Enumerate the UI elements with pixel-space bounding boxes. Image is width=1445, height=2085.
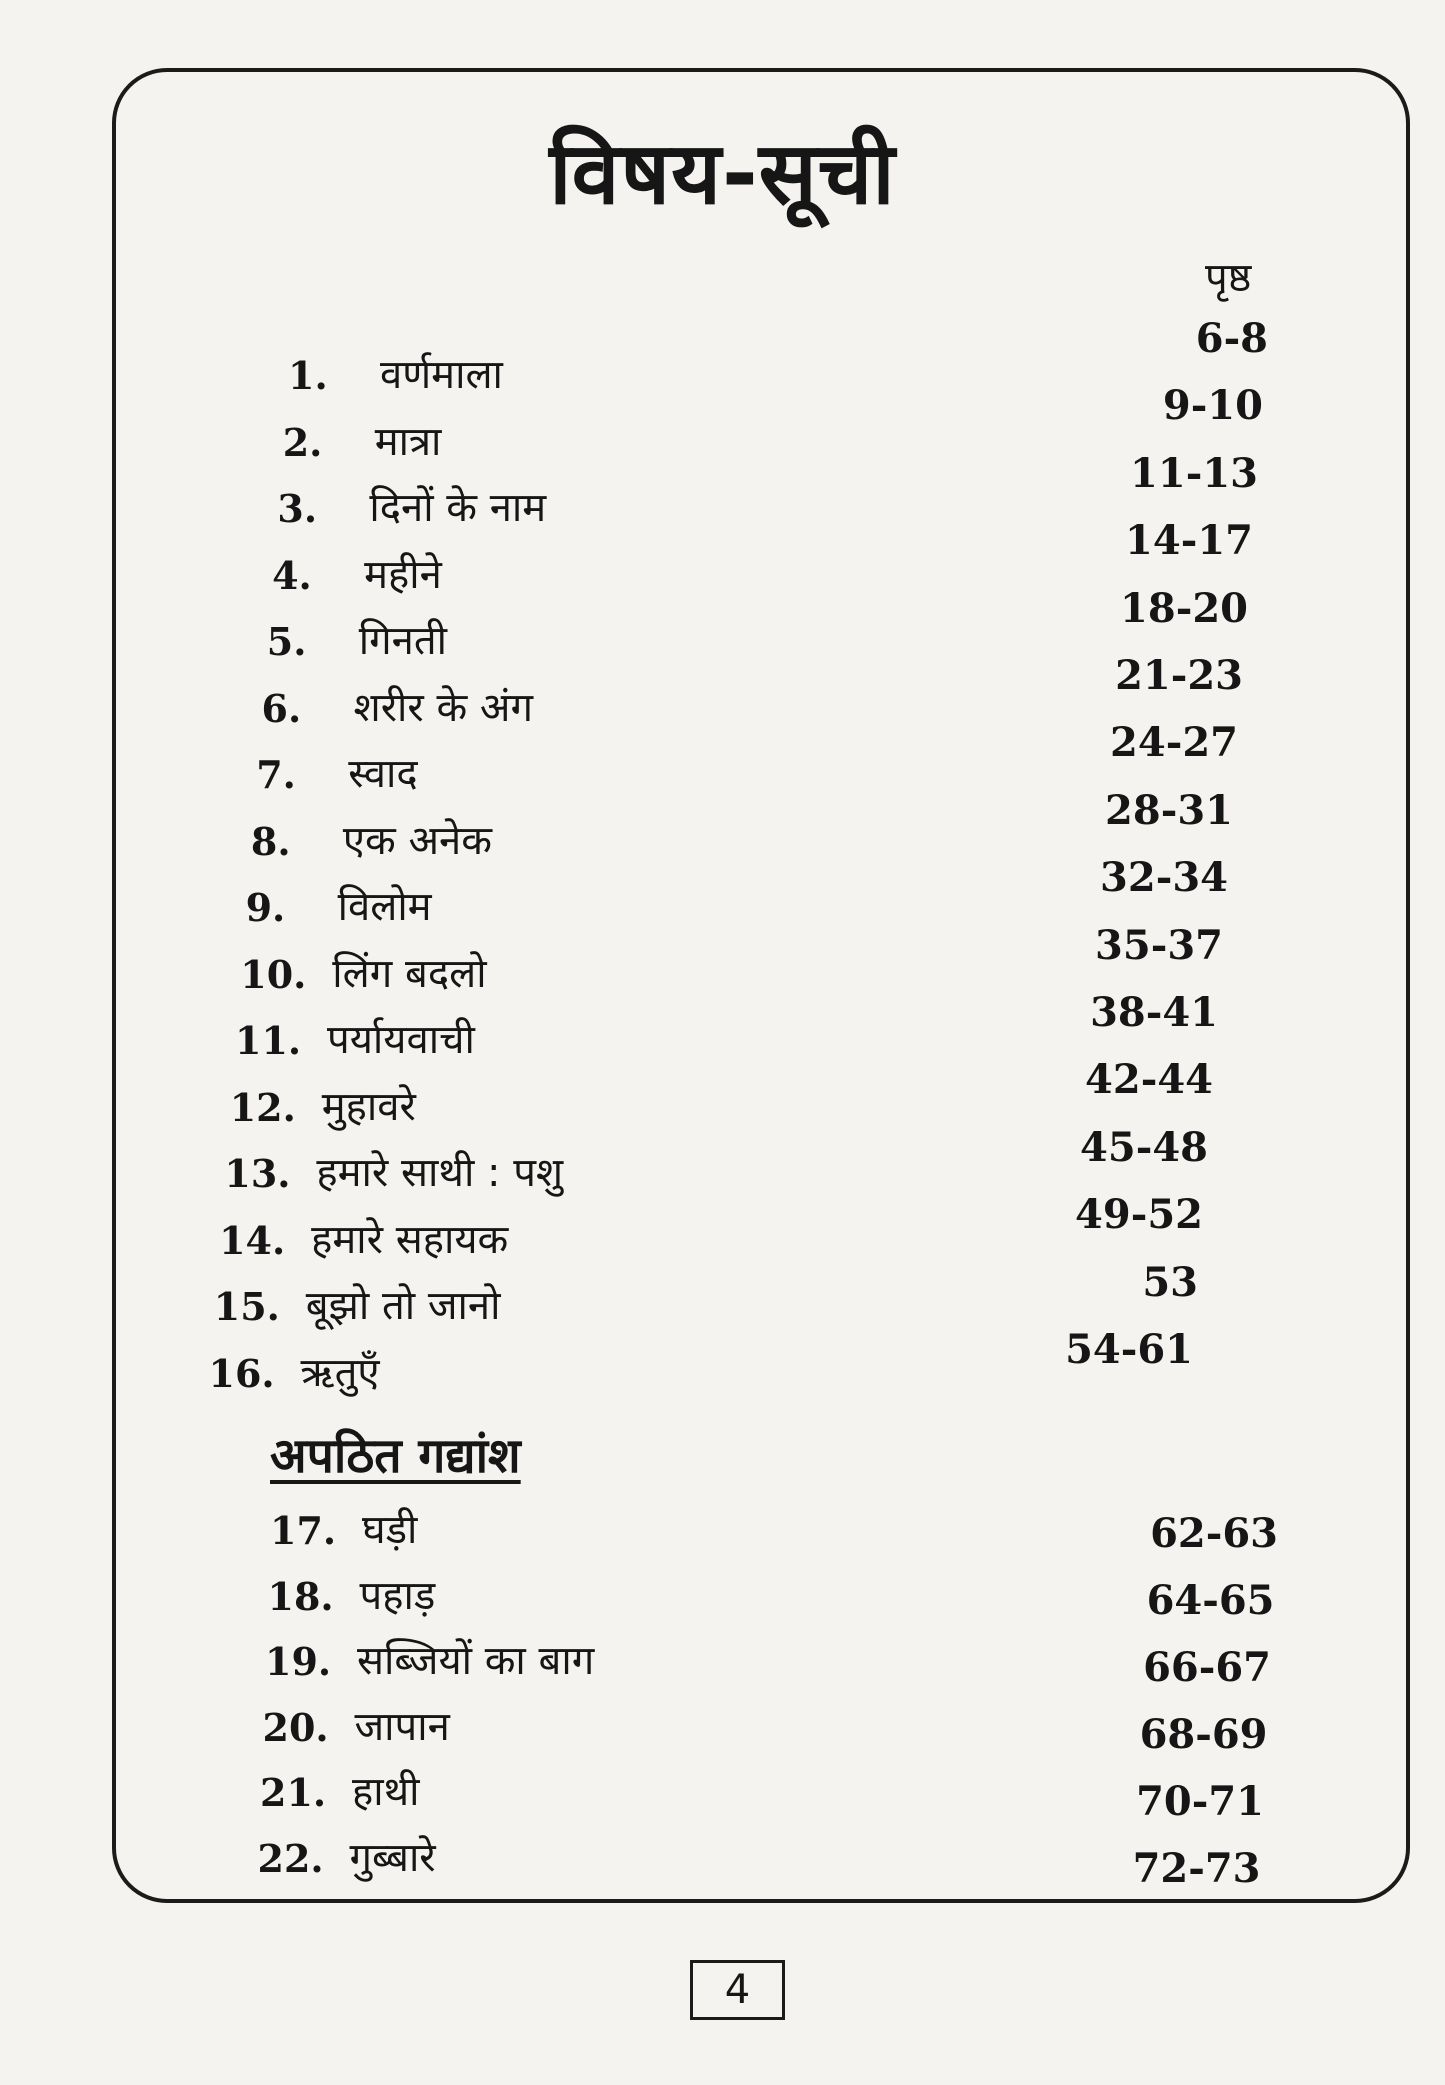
toc-item-number: 12. [229,1084,296,1130]
toc-item-pages: 9-10 [1162,382,1263,430]
toc-item-title: मात्रा [374,418,442,465]
toc-item-number: 8. [250,818,291,864]
toc-item-title: स्वाद [348,751,418,797]
toc-item-pages: 53 [1142,1258,1198,1306]
toc-item-title: शरीर के अंग [353,684,534,731]
toc-item-pages: 38-41 [1090,989,1218,1036]
toc-item-title: बूझो तो जानो [305,1283,501,1329]
toc-item-number: 2. [282,419,323,465]
toc-item-pages: 14-17 [1125,517,1253,565]
toc-row [260,1762,1264,1825]
toc-item-pages: 62-63 [1150,1510,1278,1557]
toc-item-pages: 45-48 [1080,1123,1208,1171]
toc-item-pages: 35-37 [1095,921,1223,969]
page-column-header: पृष्ठ [1205,255,1252,301]
toc-item-pages: 18-20 [1120,584,1248,632]
toc-item-title: विलोम [337,884,432,930]
toc-item-number: 15. [213,1284,280,1329]
toc-item-number: 6. [261,685,302,731]
toc-item-number: 11. [235,1018,302,1063]
section-heading: अपठित गद्यांश [270,1428,521,1484]
toc-item-pages: 42-44 [1085,1056,1213,1104]
toc-item-pages: 24-27 [1110,719,1238,767]
toc-item-pages: 28-31 [1105,786,1233,834]
toc-item-number: 20. [262,1704,329,1750]
toc-item-number: 13. [224,1151,291,1196]
toc-item-number: 7. [256,752,296,797]
toc-item-pages: 11-13 [1130,449,1258,497]
toc-item-title: हाथी [352,1769,420,1815]
toc-item-number: 22. [257,1835,324,1881]
toc-row [208,1326,1209,1403]
toc-item-title: वर्णमाला [380,352,503,398]
toc-item-number: 17. [270,1508,337,1553]
toc-item-title: गिनती [358,618,448,664]
toc-item-pages: 64-65 [1146,1577,1275,1624]
toc-item-number: 9. [245,885,286,930]
toc-item-number: 10. [240,951,307,997]
toc-item-pages: 68-69 [1139,1711,1268,1758]
page-title: विषय-सूची [549,124,896,224]
toc-item-pages: 6-8 [1195,315,1268,362]
toc-item-title: एक अनेक [342,817,492,864]
toc-item-pages: 54-61 [1065,1326,1193,1373]
toc-item-pages: 21-23 [1115,652,1243,699]
toc-item-pages: 72-73 [1132,1845,1261,1892]
toc-row [257,1828,1261,1892]
toc-row [267,1566,1275,1626]
toc-item-number: 21. [260,1770,327,1815]
toc-item-title: महीने [364,551,442,598]
toc-item-pages: 70-71 [1136,1778,1264,1825]
toc-item-number: 18. [267,1573,334,1619]
toc-item-title: दिनों के नाम [369,485,547,531]
toc-item-title: मुहावरे [321,1083,416,1130]
toc-item-title: सब्जियों का बाग [357,1638,595,1684]
toc-item-number: 5. [266,619,307,664]
toc-item-number: 14. [219,1217,286,1263]
toc-item-title: ऋतुएँ [300,1349,380,1396]
toc-item-title: जापान [354,1703,450,1750]
toc-item-title: घड़ी [362,1507,418,1553]
toc-item-title: लिंग बदलो [332,950,487,997]
toc-item-pages: 49-52 [1075,1191,1203,1239]
toc-item-title: पहाड़ [359,1572,436,1619]
page-number: 4 [690,1960,785,2020]
toc-item-pages: 66-67 [1143,1644,1271,1691]
toc-item-title: पर्यायवाची [327,1017,475,1063]
toc-item-number: 1. [288,353,328,398]
toc-row [270,1500,1278,1560]
toc-item-title: हमारे सहायक [311,1216,509,1263]
toc-item-number: 3. [277,486,318,531]
toc-item-title: गुब्बारे [349,1834,436,1881]
toc-row [262,1697,1268,1758]
toc-item-number: 16. [208,1350,275,1396]
toc-item-pages: 32-34 [1100,854,1228,902]
toc-item-title: हमारे साथी : पशु [316,1150,564,1196]
toc-row [265,1631,1271,1691]
toc-item-number: 4. [272,552,312,598]
toc-item-number: 19. [265,1639,332,1684]
